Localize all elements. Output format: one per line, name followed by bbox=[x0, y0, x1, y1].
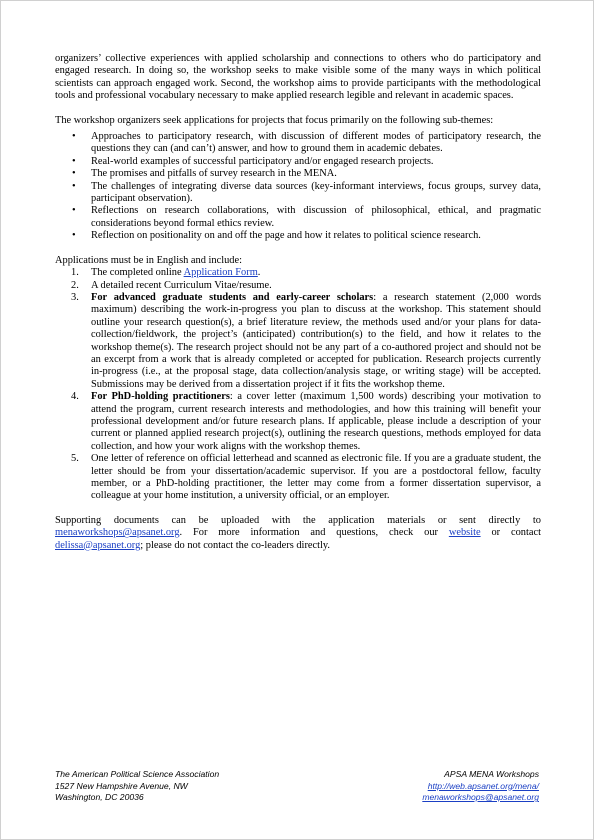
applications-intro: Applications must be in English and include: bbox=[55, 254, 243, 266]
list-item bbox=[55, 267, 541, 279]
supporting-text: or contact bbox=[480, 527, 541, 539]
bullet-icon: • bbox=[72, 205, 76, 217]
list-item-text: The challenges of integrating diverse data sources (key-informant interviews, focus groups, survey data, participant observation). bbox=[91, 180, 541, 205]
list-item bbox=[55, 131, 541, 156]
list-item-text: : a cover letter (maximum 1,500 words) describing your motivation to attend the program, current research interests and methodologies, and how this training will benefit your professional development and/or future research plans. If applicable, please include a description of your current or planned applied research project(s), outlining the research questions, methods employed for data collection, and how your work aligns with the workshop themes. bbox=[91, 391, 541, 452]
intro-paragraph: organizers’ collective experiences with applied scholarship and connections to others who do participatory and engaged research. In doing so, the workshop seeks to make visible some of the many ways in which political scientists can approach engaged work. Second, the workshop aims to provide participants with the methodological tools and professional vocabulary necessary to make applied research legible and relevant in academic spaces. bbox=[55, 53, 541, 102]
list-item bbox=[55, 453, 541, 503]
list-item-text: The promises and pitfalls of survey research in the MENA. bbox=[91, 168, 337, 180]
supporting-paragraph bbox=[55, 515, 541, 552]
spacer bbox=[55, 503, 541, 515]
footer-street: 1527 New Hampshire Avenue, NW bbox=[55, 780, 188, 791]
list-item bbox=[55, 205, 541, 230]
application-form-link[interactable]: Application Form bbox=[183, 267, 258, 279]
list-item bbox=[55, 280, 541, 292]
list-item-text: Real-world examples of successful participatory and/or engaged research projects. bbox=[91, 155, 434, 167]
list-number: 3. bbox=[71, 291, 79, 303]
list-item-text: Approaches to participatory research, with discussion of different modes of participatory research, the questions they can (and can’t) answer, and how to ground them in academic debates. bbox=[91, 131, 541, 155]
list-item bbox=[55, 181, 541, 206]
page-content bbox=[55, 53, 541, 552]
list-item bbox=[55, 156, 541, 168]
list-item bbox=[55, 292, 541, 391]
website-link[interactable]: website bbox=[448, 527, 481, 539]
list-item-text: : a research statement (2,000 words maximum) describing the work-in-progress you plan to discuss at the workshop. This statement should outline your research question(s), a brief literature review, the methods used and/or your plans for data-collection/fieldwork, the project’s (anticipated) contribution(s) to the field, and how it relates to the workshop theme(s). The research project should not be any part of a co-authored project and should not be an excerpt from a work that is already completed or accepted for publication. Research projects currently in-progress (i.e., at the proposal stage, data collection/analysis stage, or writing stage) will be accepted. Submissions may be derived from a dissertation project if it fits the workshop theme. bbox=[91, 291, 541, 390]
supporting-text: ; please do not contact the co-leaders directly. bbox=[140, 539, 331, 551]
supporting-text: Supporting documents can be uploaded with the application materials or sent directly to bbox=[55, 514, 541, 526]
list-number: 4. bbox=[71, 391, 79, 403]
list-item bbox=[55, 391, 541, 453]
bullet-icon: • bbox=[72, 131, 76, 143]
spacer bbox=[55, 103, 541, 115]
list-item-text: One letter of reference on official letterhead and scanned as electronic file. If you are a graduate student, the letter should be from your dissertation/academic supervisor. If you are a postdoctoral fellow, faculty member, or a PhD-holding practitioner, the letter may come from a former dissertation supervisor, a colleague at your home institution, a university official, or an employer. bbox=[91, 453, 541, 502]
bullet-icon: • bbox=[72, 180, 76, 192]
menaworkshops-email-link[interactable]: menaworkshops@apsanet.org bbox=[55, 527, 180, 539]
delissa-email-link[interactable]: delissa@apsanet.org bbox=[55, 539, 141, 551]
requirements-list bbox=[55, 267, 541, 503]
bullet-icon: • bbox=[72, 230, 76, 242]
list-item bbox=[55, 230, 541, 242]
list-item bbox=[55, 168, 541, 180]
footer-contact bbox=[422, 769, 539, 804]
footer-org-name: The American Political Science Association bbox=[55, 769, 220, 779]
bullet-icon: • bbox=[72, 155, 76, 167]
list-item-text: Reflection on positionality on and off the page and how it relates to political science research. bbox=[91, 230, 481, 242]
list-item-text: A detailed recent Curriculum Vitae/resume. bbox=[91, 279, 272, 291]
list-item-text: The completed online bbox=[91, 267, 184, 279]
spacer bbox=[55, 243, 541, 255]
footer-workshops-title: APSA MENA Workshops bbox=[444, 769, 539, 779]
bold-heading: For PhD-holding practitioners bbox=[91, 391, 230, 403]
list-number: 2. bbox=[71, 279, 79, 291]
footer-website-link[interactable]: http://web.apsanet.org/mena/ bbox=[427, 780, 539, 791]
footer-email-link[interactable]: menaworkshops@apsanet.org bbox=[422, 792, 539, 803]
footer-address bbox=[55, 769, 219, 804]
bold-heading: For advanced graduate students and early-career scholars bbox=[91, 291, 374, 303]
list-item-text: . bbox=[257, 267, 261, 279]
subthemes-list bbox=[55, 131, 541, 243]
footer-city: Washington, DC 20036 bbox=[55, 792, 144, 803]
subthemes-intro: The workshop organizers seek applications for projects that focus primarily on the following sub-themes: bbox=[55, 114, 494, 126]
list-number: 5. bbox=[71, 453, 79, 465]
supporting-text: . For more information and questions, check our bbox=[179, 527, 449, 539]
list-number: 1. bbox=[71, 267, 79, 279]
bullet-icon: • bbox=[72, 168, 76, 180]
list-item-text: Reflections on research collaborations, with discussion of philosophical, ethical, and pragmatic considerations beyond formal ethics review. bbox=[91, 205, 541, 229]
